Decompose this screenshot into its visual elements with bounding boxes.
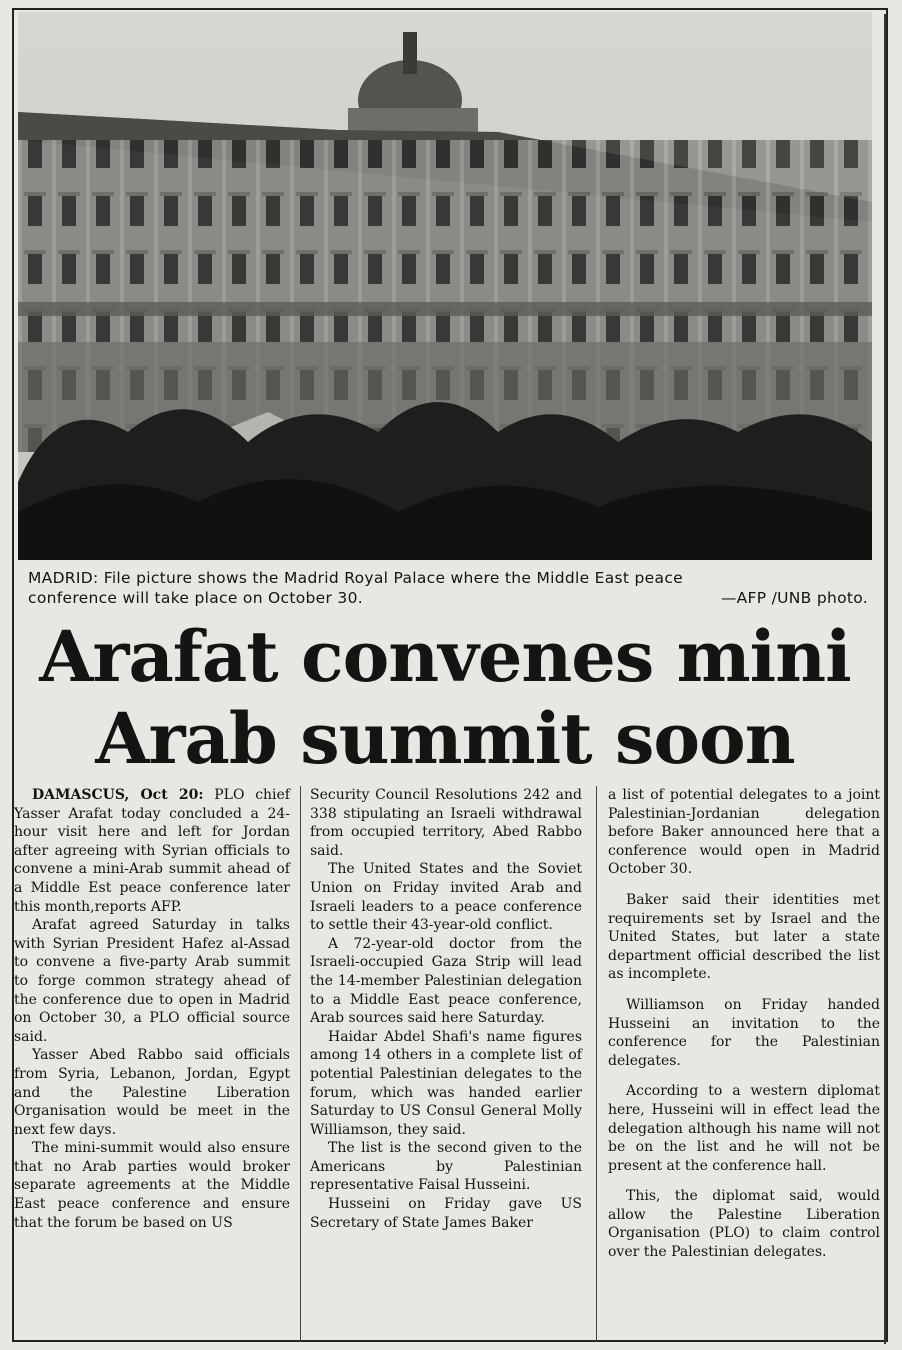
paragraph: Yasser Abed Rabbo said officials from Syria, Lebanon, Jordan, Egypt and the Palestine Liberation Organisation would be meet in the next few days. — [14, 1047, 290, 1138]
headline-line-1: Arafat convenes mini — [39, 615, 851, 698]
article-column-3 — [608, 786, 880, 1262]
article-column-1 — [14, 786, 290, 1232]
paragraph: Haidar Abdel Shafi's name figures among 14 others in a complete list of potential Palestinian delegates to the forum, which was handed earlier Saturday to US Consul General Molly Williamson, they said. — [310, 1028, 582, 1138]
paragraph: Baker said their identities met requirements set by Israel and the United States, but later a state department official described the list as incomplete. — [608, 891, 880, 983]
paragraph: A 72-year-old doctor from the Israeli-occupied Gaza Strip will lead the 14-member Palestinian delegation to a Middle East peace conference, Arab sources said here Saturday. — [310, 935, 582, 1027]
paragraph: Williamson on Friday handed Husseini an invitation to the conference for the Palestinian delegates. — [608, 996, 880, 1069]
right-rule — [884, 14, 886, 1344]
caption-line-2: conference will take place on October 30. — [28, 589, 363, 607]
paragraph: The United States and the Soviet Union on Friday invited Arab and Israeli leaders to a peace conference to settle their 43-year-old conflict. — [310, 861, 582, 934]
palace-photo — [18, 12, 872, 560]
paragraph: According to a western diplomat here, Husseini will in effect lead the delegation although his name will not be on the list and he will not be present at the conference hall. — [608, 1083, 880, 1174]
paragraph-text: PLO chief Yasser Arafat today concluded a 24-hour visit here and left for Jordan after agreeing with Syrian officials to convene a mini-Arab summit ahead of a Middle Est peace conference later this month,reports AFP. — [14, 787, 290, 915]
paragraph: a list of potential delegates to a joint Palestinian-Jordanian delegation before Baker announced here that a conference would open in Madrid October 30. — [608, 787, 880, 878]
paragraph: Husseini on Friday gave US Secretary of State James Baker — [310, 1196, 582, 1231]
headline-line-2: Arab summit soon — [95, 697, 795, 780]
paragraph: The mini-summit would also ensure that no Arab parties would broker separate agreements at the Middle East peace conference and ensure that the forum be based on US — [14, 1140, 290, 1231]
headline — [18, 616, 872, 780]
caption-line-1: MADRID: File picture shows the Madrid Royal Palace where the Middle East peace — [28, 569, 683, 587]
column-rule-2 — [596, 786, 597, 1342]
paragraph: This, the diplomat said, would allow the Palestine Liberation Organisation (PLO) to claim control over the Palestinian delegates. — [608, 1188, 880, 1261]
paragraph: The list is the second given to the Americans by Palestinian representative Faisal Husseini. — [310, 1140, 582, 1194]
paragraph: Security Council Resolutions 242 and 338 stipulating an Israeli withdrawal from occupied territory, Abed Rabbo said. — [310, 787, 582, 859]
dateline: DAMASCUS, Oct 20: — [32, 787, 204, 803]
article-column-2 — [310, 786, 582, 1232]
paragraph — [14, 786, 290, 916]
palace-photo-icon — [18, 12, 872, 560]
column-rule-1 — [300, 786, 301, 1342]
photo-credit: —AFP /UNB photo. — [720, 589, 868, 607]
photo-caption — [28, 568, 868, 608]
paragraph: Arafat agreed Saturday in talks with Syrian President Hafez al-Assad to convene a five-party Arab summit to forge common strategy ahead of the conference due to open in Madrid on October 30, a PLO official source said. — [14, 917, 290, 1045]
